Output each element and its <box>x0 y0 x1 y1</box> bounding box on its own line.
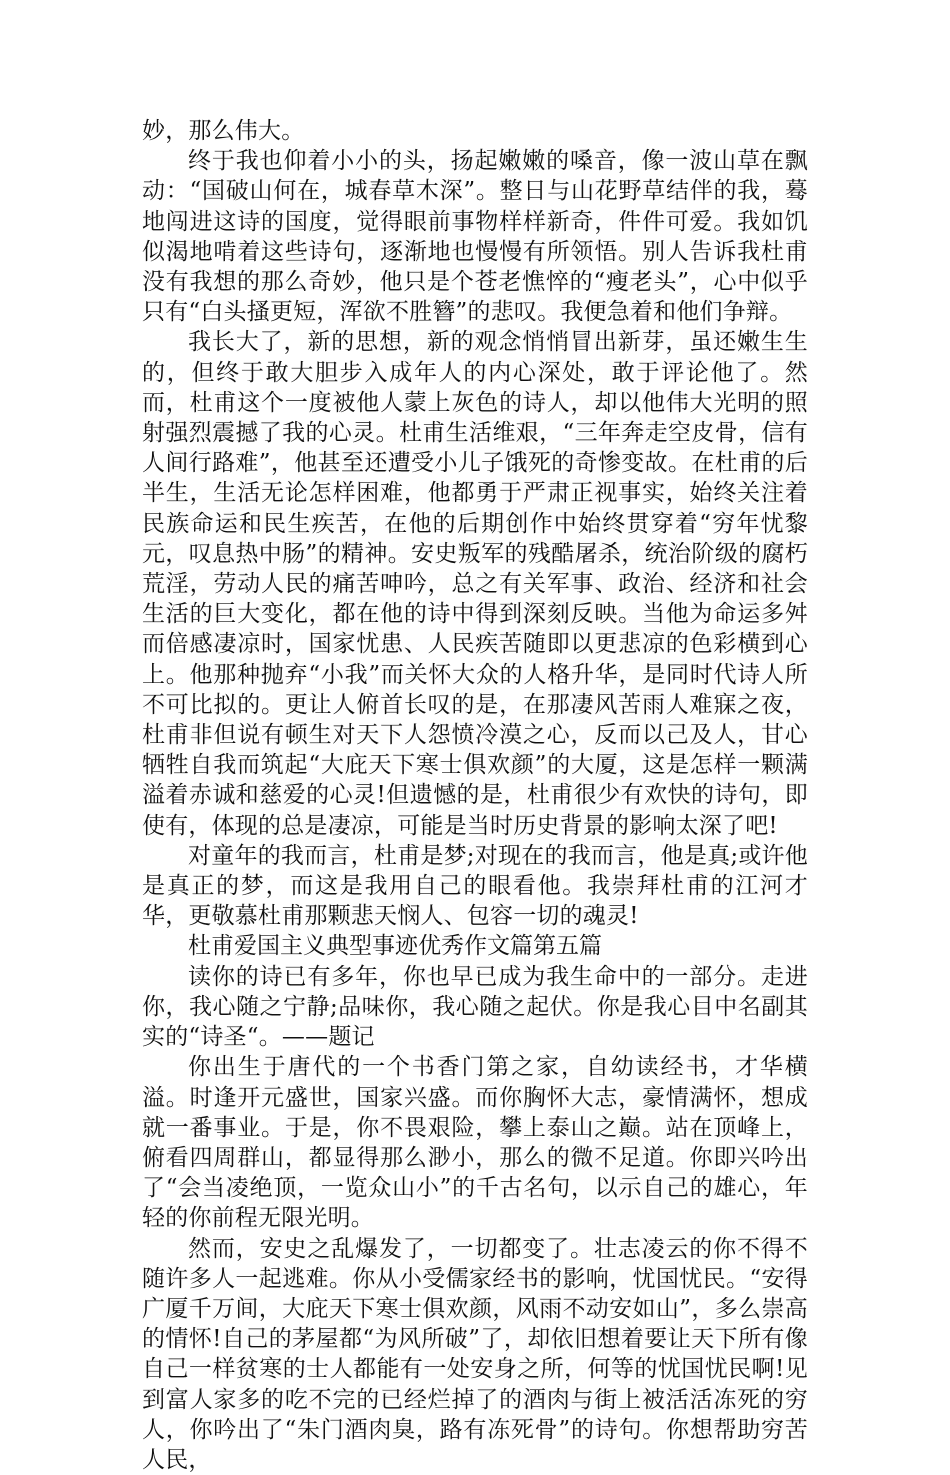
document-body <box>142 116 808 1475</box>
paragraph: 终于我也仰着小小的头，扬起嫩嫩的嗓音，像一波山草在飘动：“国破山何在，城春草木深”。整日与山花野草结伴的我，蓦地闯进这诗的国度，觉得眼前事物样样新奇，件件可爱。我如饥似渴地啃着这些诗句，逐渐地也慢慢有所领悟。别人告诉我杜甫没有我想的那么奇妙，他只是个苍老憔悴的“瘦老头”，心中似乎只有“白头搔更短，浑欲不胜簪”的悲叹。我便急着和他们争辩。 <box>142 148 808 326</box>
paragraph: 妙，那么伟大。 <box>142 118 305 144</box>
section-title: 杜甫爱国主义典型事迹优秀作文篇第五篇 <box>188 933 602 960</box>
paragraph: 读你的诗已有多年，你也早已成为我生命中的一部分。走进你，我心随之宁静;品味你，我心随之起伏。你是我心目中名副其实的“诗圣“。——题记 <box>142 963 808 1051</box>
paragraph: 我长大了，新的思想，新的观念悄悄冒出新芽，虽还嫩生生的，但终于敢大胆步入成年人的内心深处，敢于评论他了。然而，杜甫这个一度被他人蒙上灰色的诗人，却以他伟大光明的照射强烈震撼了我的心灵。杜甫生活维艰，“三年奔走空皮骨，信有人间行路难”，他甚至还遭受小儿子饿死的奇惨变故。在杜甫的后半生，生活无论怎样困难，他都勇于严肃正视事实，始终关注着民族命运和民生疾苦，在他的后期创作中始终贯穿着“穷年忧黎元，叹息热中肠”的精神。安史叛军的残酷屠杀，统治阶级的腐朽荒淫，劳动人民的痛苦呻吟，总之有关军事、政治、经济和社会生活的巨大变化，都在他的诗中得到深刻反映。当他为命运多舛而倍感凄凉时，国家忧患、人民疾苦随即以更悲凉的色彩横到心上。他那种抛弃“小我”而关怀大众的人格升华，是同时代诗人所不可比拟的。更让人俯首长叹的是，在那凄风苦雨人难寐之夜，杜甫非但说有顿生对天下人怨愤冷漠之心，反而以己及人，甘心牺牲自我而筑起“大庇天下寒士俱欢颜”的大厦，这是怎样一颗满溢着赤诚和慈爱的心灵!但遗憾的是，杜甫很少有欢快的诗句，即使有，体现的总是凄凉，可能是当时历史背景的影响太深了吧! <box>142 329 808 839</box>
paragraph: 对童年的我而言，杜甫是梦;对现在的我而言，他是真;或许他是真正的梦，而这是我用自己的眼看他。我崇拜杜甫的江河才华，更敬慕杜甫那颗悲天悯人、包容一切的魂灵! <box>142 842 808 930</box>
paragraph: 然而，安史之乱爆发了，一切都变了。壮志凌云的你不得不随许多人一起逃难。你从小受儒家经书的影响，忧国忧民。“安得广厦千万间，大庇天下寒士俱欢颜，风雨不动安如山”，多么崇高的情怀!自己的茅屋都“为风所破”了，却依旧想着要让天下所有像自己一样贫寒的士人都能有一处安身之所，何等的忧国忧民啊!见到富人家多的吃不完的已经烂掉了的酒肉与街上被活活冻死的穷人，你吟出了“朱门酒肉臭，路有冻死骨”的诗句。你想帮助穷苦人民， <box>142 1235 808 1473</box>
paragraph: 你出生于唐代的一个书香门第之家，自幼读经书，才华横溢。时逢开元盛世，国家兴盛。而你胸怀大志，豪情满怀，想成就一番事业。于是，你不畏艰险，攀上泰山之巅。站在顶峰上，俯看四周群山，都显得那么渺小，那么的微不足道。你即兴吟出了“会当凌绝顶，一览众山小”的千古名句，以示自己的雄心，年轻的你前程无限光明。 <box>142 1054 808 1232</box>
